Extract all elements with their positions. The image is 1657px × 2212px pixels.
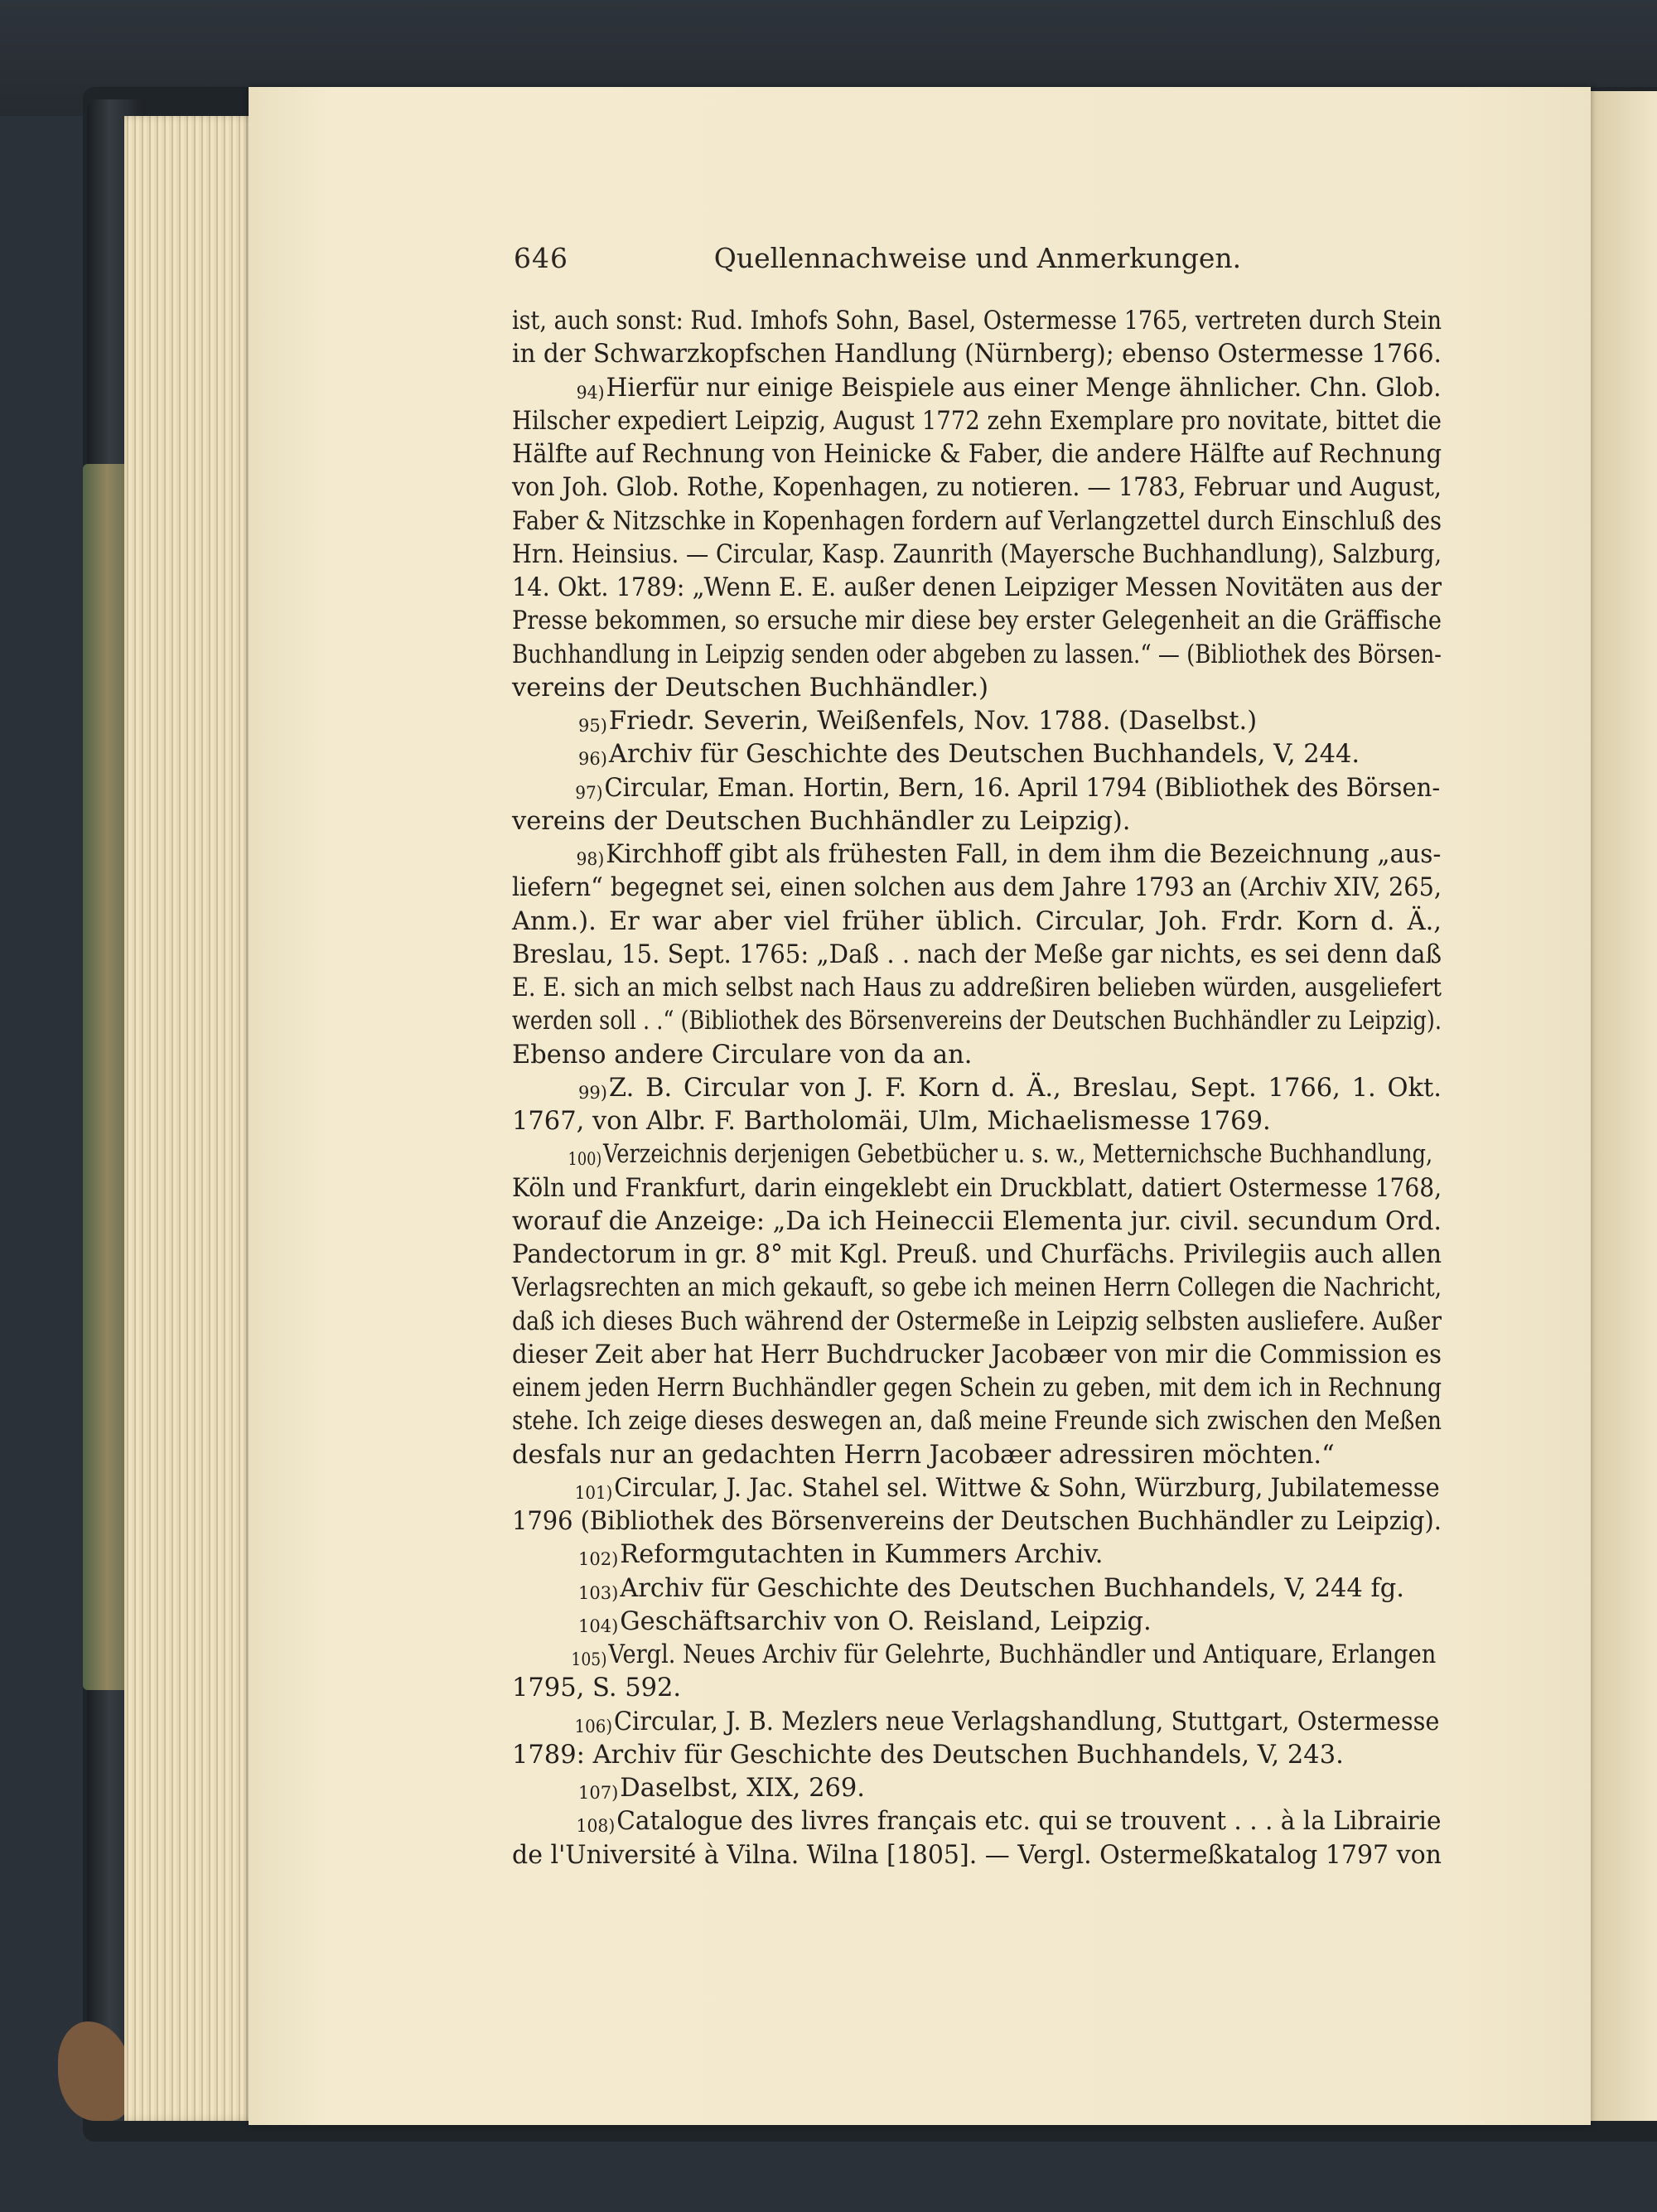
footnote-number: 105) <box>571 1649 607 1669</box>
footnote-number: 97) <box>575 782 603 803</box>
running-title: Quellennachweise und Anmerkungen. <box>713 242 1242 274</box>
line-text: in der Schwarzkopfschen Handlung (Nürnberg); ebenso Ostermesse 1766. <box>512 340 1442 369</box>
line-text: ist, auch sonst: Rud. Imhofs Sohn, Basel, Ostermesse 1765, vertreten durch Stein <box>512 307 1442 336</box>
line-text: Faber & Nitzschke in Kopenhagen fordern auf Verlangzettel durch Einschluß des <box>512 506 1442 536</box>
line-text: worauf die Anzeige: „Da ich Heineccii Elementa jur. civil. secundum Ord. <box>512 1206 1442 1236</box>
line-text: Hälfte auf Rechnung von Heinicke & Faber, die andere Hälfte auf Rechnung <box>512 440 1442 469</box>
text-line <box>512 305 1442 338</box>
footnote-first-line <box>512 1706 1438 1739</box>
text-line <box>512 805 1442 838</box>
text-line <box>512 1405 1442 1438</box>
line-text: Breslau, 15. Sept. 1765: „Daß . . nach der Meße gar nichts, es sei denn daß <box>512 939 1442 969</box>
line-text: Circular, Eman. Hortin, Bern, 16. April 1794 (Bibliothek des Börsen- <box>604 773 1441 803</box>
footnote-number: 104) <box>578 1616 619 1636</box>
text-line <box>512 1739 1442 1772</box>
line-text: von Joh. Glob. Rothe, Kopenhagen, zu notieren. — 1783, Februar und August, <box>512 473 1442 503</box>
text-line <box>512 972 1442 1005</box>
footnote-first-line <box>512 772 1441 805</box>
text-line <box>512 872 1442 905</box>
line-text: Friedr. Severin, Weißenfels, Nov. 1788. (Daselbst.) <box>608 707 1258 736</box>
text-line <box>512 1239 1442 1272</box>
line-text: Hrn. Heinsius. — Circular, Kasp. Zaunrith (Mayersche Buchhandlung), Salzburg, <box>512 539 1442 569</box>
footnote-number: 95) <box>578 716 607 736</box>
text-line <box>512 338 1442 371</box>
footnote-first-line <box>512 372 1440 405</box>
line-text: 1767, von Albr. F. Bartholomäi, Ulm, Michaelismesse 1769. <box>512 1107 1271 1136</box>
text-line <box>512 1505 1442 1538</box>
text-line <box>512 1005 1442 1038</box>
footnote-number: 98) <box>576 849 605 869</box>
line-text: 1796 (Bibliothek des Börsenvereins der Deutschen Buchhändler zu Leipzig). <box>512 1507 1442 1536</box>
footnote-first-line <box>512 1639 1437 1672</box>
footnote-first-line <box>512 1772 1442 1805</box>
page-header <box>514 242 1442 275</box>
text-line <box>512 672 1442 705</box>
text-line <box>512 605 1442 638</box>
line-text: Daselbst, XIX, 269. <box>620 1774 865 1803</box>
text-line <box>512 1839 1442 1872</box>
footnote-number: 103) <box>578 1582 619 1603</box>
text-line <box>512 1272 1442 1305</box>
line-text: Anm.). Er war aber viel früher üblich. Circular, Joh. Frdr. Korn d. Ä., <box>512 906 1442 936</box>
line-text: dieser Zeit aber hat Herr Buchdrucker Jacobæer von mir die Commission es <box>512 1340 1442 1369</box>
text-line <box>512 1105 1442 1138</box>
line-text: liefern“ begegnet sei, einen solchen aus dem Jahre 1793 an (Archiv XIV, 265, <box>512 873 1442 903</box>
footnote-number: 101) <box>574 1482 613 1503</box>
text-line <box>512 539 1442 572</box>
text-line <box>512 572 1442 605</box>
footnote-number: 102) <box>578 1549 619 1570</box>
page-number: 646 <box>514 242 568 274</box>
footnote-first-line <box>512 1572 1442 1606</box>
text-line <box>512 505 1442 539</box>
line-text: Verlagsrechten an mich gekauft, so gebe ich meinen Herrn Collegen die Nachricht, <box>512 1273 1442 1303</box>
text-line <box>512 1339 1442 1372</box>
footnote-number: 108) <box>576 1816 616 1837</box>
text-line <box>512 1372 1442 1405</box>
footnote-first-line <box>512 705 1442 738</box>
line-text: Vergl. Neues Archiv für Gelehrte, Buchhändler und Antiquare, Erlangen <box>608 1640 1437 1669</box>
text-line <box>512 939 1442 972</box>
footnote-first-line <box>512 1472 1438 1505</box>
footnote-first-line <box>512 838 1442 872</box>
footnote-first-line <box>512 1606 1442 1639</box>
line-text: vereins der Deutschen Buchhändler zu Leipzig). <box>512 806 1131 836</box>
line-text: Hilscher expediert Leipzig, August 1772 zehn Exemplare pro novitate, bittet die <box>512 406 1442 436</box>
line-text: Ebenso andere Circulare von da an. <box>512 1040 973 1070</box>
line-text: Buchhandlung in Leipzig senden oder abgeben zu lassen.“ — (Bibliothek des Börsen- <box>512 640 1442 669</box>
line-text: 1795, S. 592. <box>512 1673 682 1703</box>
line-text: werden soll . .“ (Bibliothek des Börsenvereins der Deutschen Buchhändler zu Leipzig). <box>512 1007 1442 1036</box>
page-edges <box>124 116 261 2121</box>
text-line <box>512 1306 1442 1339</box>
text-line <box>512 1039 1442 1072</box>
footnote-number: 100) <box>568 1149 602 1170</box>
footnote-first-line <box>512 1072 1442 1105</box>
line-text: Hierfür nur einige Beispiele aus einer Menge ähnlicher. Chn. Glob. <box>606 373 1442 403</box>
line-text: Kirchhoff gibt als frühesten Fall, in dem ihm die Bezeichnung „aus- <box>606 840 1442 869</box>
line-text: Verzeichnis derjenigen Gebetbücher u. s. w., Metternichsche Buchhandlung, <box>602 1140 1433 1170</box>
text-line <box>512 471 1442 505</box>
line-text: Circular, J. B. Mezlers neue Verlagshandlung, Stuttgart, Ostermesse <box>614 1707 1440 1736</box>
footnote-number: 96) <box>578 749 607 770</box>
line-text: Z. B. Circular von J. F. Korn d. Ä., Breslau, Sept. 1766, 1. Okt. <box>608 1073 1442 1103</box>
footnote-number: 106) <box>574 1716 613 1736</box>
line-text: Geschäftsarchiv von O. Reisland, Leipzig. <box>620 1606 1152 1636</box>
line-text: 14. Okt. 1789: „Wenn E. E. außer denen Leipziger Messen Novitäten aus der <box>512 573 1442 602</box>
line-text: daß ich dieses Buch während der Ostermeße in Leipzig selbsten ausliefere. Außer <box>512 1306 1442 1336</box>
line-text: Circular, J. Jac. Stahel sel. Wittwe & Sohn, Würzburg, Jubilatemesse <box>614 1473 1440 1503</box>
line-text: E. E. sich an mich selbst nach Haus zu addreßiren belieben würden, ausgeliefert <box>512 973 1442 1002</box>
footnote-number: 99) <box>578 1082 607 1103</box>
footnote-text-block <box>512 305 1442 1872</box>
line-text: Köln und Frankfurt, darin eingeklebt ein Druckblatt, datiert Ostermesse 1768, <box>512 1173 1442 1203</box>
footnote-number: 107) <box>578 1783 619 1803</box>
text-line <box>512 639 1442 672</box>
line-text: 1789: Archiv für Geschichte des Deutschen Buchhandels, V, 243. <box>512 1740 1344 1770</box>
line-text: Archiv für Geschichte des Deutschen Buchhandels, V, 244 fg. <box>620 1573 1404 1603</box>
text-line <box>512 1672 1442 1705</box>
facing-page-edge <box>1587 91 1657 2121</box>
footnote-first-line <box>512 1138 1432 1171</box>
line-text: einem jeden Herrn Buchhändler gegen Schein zu geben, mit dem ich in Rechnung <box>512 1374 1442 1403</box>
footnote-number: 94) <box>576 382 605 403</box>
line-text: de l'Université à Vilna. Wilna [1805]. — Vergl. Ostermeßkatalog 1797 von <box>512 1840 1442 1870</box>
footnote-first-line <box>512 738 1442 771</box>
text-line <box>512 405 1442 438</box>
line-text: vereins der Deutschen Buchhändler.) <box>512 673 989 703</box>
text-line <box>512 906 1442 939</box>
line-text: desfals nur an gedachten Herrn Jacobæer adressiren möchten.“ <box>512 1440 1335 1470</box>
line-text: Pandectorum in gr. 8° mit Kgl. Preuß. und Churfächs. Privilegiis auch allen <box>512 1240 1442 1269</box>
footnote-first-line <box>512 1538 1442 1572</box>
line-text: Presse bekommen, so ersuche mir diese bey erster Gelegenheit an die Gräffische <box>512 606 1442 636</box>
line-text: Archiv für Geschichte des Deutschen Buchhandels, V, 244. <box>608 740 1360 770</box>
text-line <box>512 1172 1442 1205</box>
line-text: Reformgutachten in Kummers Archiv. <box>620 1540 1104 1570</box>
line-text: stehe. Ich zeige dieses deswegen an, daß meine Freunde sich zwischen den Meßen <box>512 1407 1442 1437</box>
text-line <box>512 1439 1442 1472</box>
text-line <box>512 438 1442 471</box>
footnote-first-line <box>512 1805 1440 1838</box>
text-line <box>512 1205 1442 1239</box>
line-text: Catalogue des livres français etc. qui se trouvent . . . à la Librairie <box>616 1807 1442 1837</box>
